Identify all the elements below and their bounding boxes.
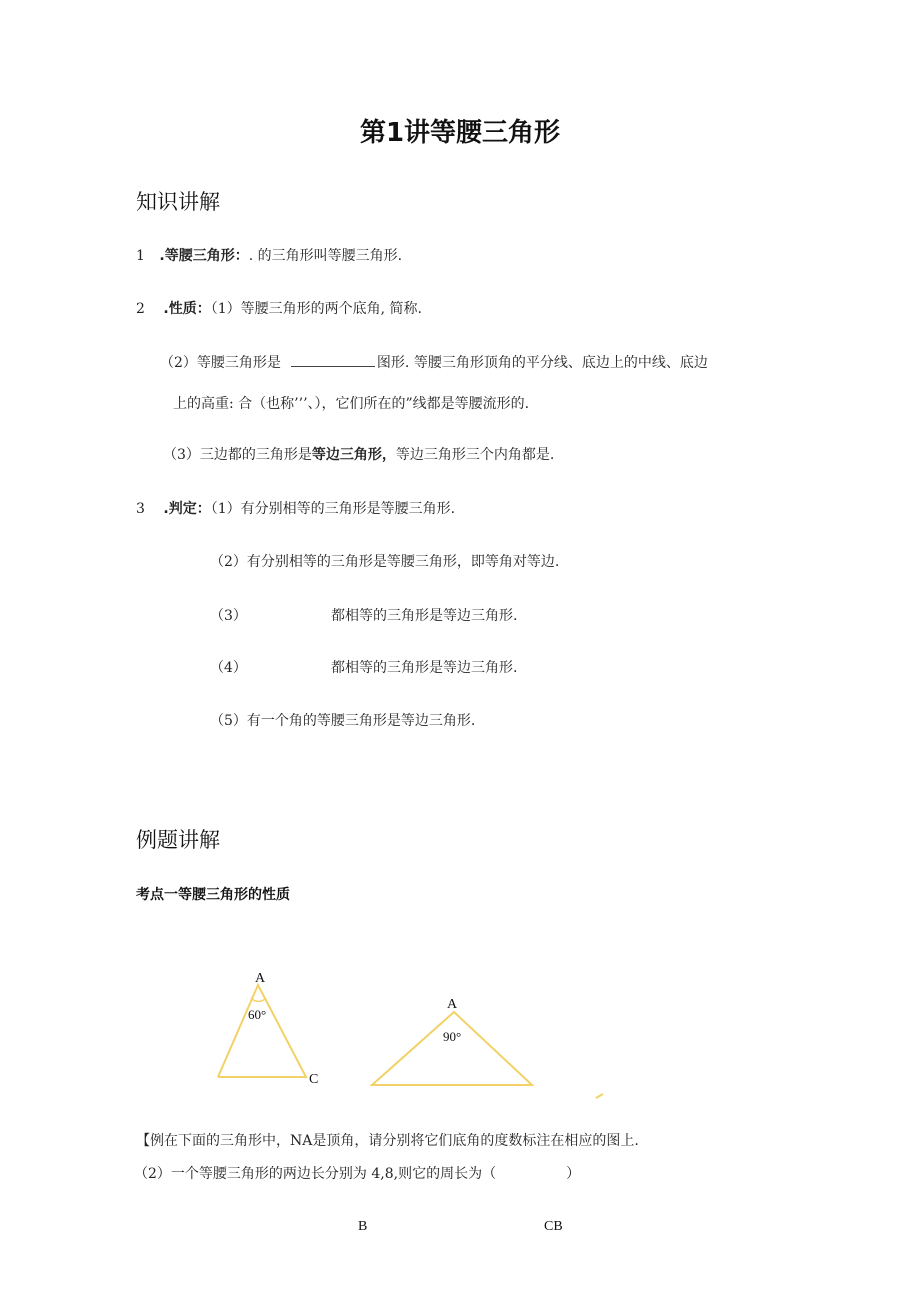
knowledge-item-2 [136,299,422,319]
example-2-question: （2）一个等腰三角形的两边长分别为 4,8,则它的周长为（ [134,1166,497,1182]
vertex-label-a: A [255,971,266,986]
angle-arc [251,998,266,1001]
vertex-label-c: C [309,1072,319,1087]
property-3-start: （3）三边都的三角形是 [163,447,312,463]
item-number: 3 [136,501,145,517]
item-number: 2 [136,301,145,317]
property-3-bold: 等边三角形， [311,447,396,463]
criterion-2: （2）有分别相等的三角形是等腰三角形，即等角对等边. [210,554,560,570]
knowledge-item-3 [136,499,455,519]
example-1: 【例在下面的三角形中，NA是顶角，请分别将它们底角的度数标注在相应的图上. [136,1133,639,1149]
example-2-close: ） [566,1166,581,1182]
triangle-1 [218,971,318,1087]
triangle-2-outline [372,1012,532,1085]
criterion-4-number: （4） [210,660,247,676]
criterion-5: （5）有一个角的等腰三角形是等边三角形. [210,713,476,729]
criterion-1: （1）有分别相等的三角形是等腰三角形. [210,501,456,517]
property-1: （1）等腰三角形的两个底角, 简称. [210,301,422,317]
stray-mark [596,1094,603,1098]
example-2 [134,1164,580,1184]
triangles-figure [200,960,620,1110]
figure-label-cb: CB [544,1219,563,1234]
angle-label-60: 60° [248,1007,267,1022]
property-2-start: （2）等腰三角形是 [160,355,281,371]
figure-label-b: B [358,1219,368,1234]
property-2-line2: 上的高重: 合（也称’’’、），它们所在的”线都是等腰流形的. [173,396,530,412]
criterion-3-text: 都相等的三角形是等边三角形. [331,608,518,624]
criterion-3-number: （3） [210,608,247,624]
item-label: .等腰三角形： [159,248,249,264]
triangle-2 [372,997,532,1085]
section-heading-knowledge: 知识讲解 [136,190,220,214]
vertex-label-a: A [447,997,458,1012]
triangle-1-outline [218,985,306,1077]
property-2 [160,352,708,373]
angle-label-90: 90° [443,1029,462,1044]
property-2-end: 图形. 等腰三角形顶角的平分线、底边上的中线、底边 [376,355,708,371]
knowledge-item-1 [136,246,402,266]
fill-blank[interactable] [291,352,375,367]
property-3 [163,445,554,465]
item-text: . 的三角形叫等腰三角形. [248,248,403,264]
page-title: 第1讲等腰三角形 [359,118,561,148]
property-3-end: 等边三角形三个内角都是. [395,447,555,463]
topic-heading: 考点一等腰三角形的性质 [136,887,290,903]
item-label: .性质： [163,301,211,317]
criterion-4-text: 都相等的三角形是等边三角形. [331,660,518,676]
item-label: .判定： [163,501,211,517]
item-number: 1 [136,248,145,264]
section-heading-examples: 例题讲解 [136,828,220,852]
